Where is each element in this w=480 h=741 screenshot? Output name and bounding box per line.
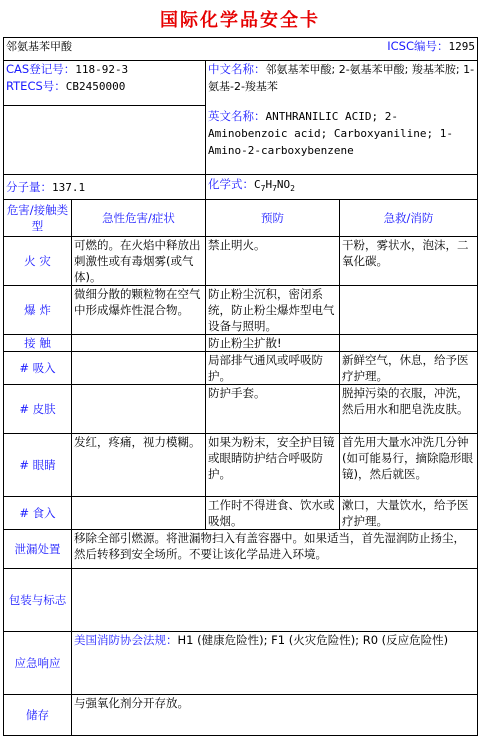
header-type: 危害/接触类型 bbox=[4, 200, 72, 237]
en-name-label: 英文名称： bbox=[208, 108, 266, 123]
header-aid: 急救/消防 bbox=[340, 200, 478, 237]
icsc-label: ICSC编号： bbox=[387, 39, 449, 53]
emergency-label: 应急响应 bbox=[4, 632, 72, 695]
chemical-formula: $C_7H_7NO_2$ bbox=[254, 178, 295, 194]
cas-label: CAS登记号： bbox=[6, 62, 76, 76]
table-row: 火 灾 可燃的。在火焰中释放出刺激性或有毒烟雾(或气体)。 禁止明火。 干粉，雾状水，泡沫，二氧化碳。 bbox=[4, 237, 478, 286]
spill-text: 移除全部引燃源。将泄漏物扫入有盖容器中。如果适当，首先湿润防止扬尘，然后转移到安全场所。不要让该化学品进入环境。 bbox=[72, 530, 478, 569]
table-row: # 眼睛 发红，疼痛，视力模糊。 如果为粉末，安全护目镜或眼睛防护结合呼吸防护。 首先用大量水冲洗几分钟(如可能易行，摘除隐形眼镜)，然后就医。 bbox=[4, 434, 478, 497]
emergency-prefix: 美国消防协会法规： bbox=[74, 633, 178, 647]
table-row: # 皮肤 防护手套。 脱掉污染的衣服，冲洗，然后用水和肥皂洗皮肤。 bbox=[4, 385, 478, 434]
en-name-value: ANTHRANILIC ACID; 2-Aminobenzoic acid; Carboxyaniline; 1-Amino-2-carboxybenzene bbox=[208, 109, 454, 157]
header-prevention: 预防 bbox=[206, 200, 340, 237]
emergency-text: H1 (健康危险性); F1 (火灾危险性); R0 (反应危险性) bbox=[177, 633, 449, 647]
safety-card-table bbox=[3, 37, 478, 736]
formula-label: 化学式： bbox=[208, 177, 254, 192]
table-row: 接 触 防止粉尘扩散! bbox=[4, 335, 478, 352]
table-row: 爆 炸 微细分散的颗粒物在空气中形成爆炸性混合物。 防止粉尘沉积，密闭系统，防止粉尘爆炸型电气设备与照明。 bbox=[4, 286, 478, 335]
cn-name-value: 邻氨基苯甲酸; 2-氨基苯甲酸; 羧基苯胺; 1-氨基-2-羧基苯 bbox=[208, 63, 475, 93]
storage-label: 储存 bbox=[4, 695, 72, 736]
spill-label: 泄漏处置 bbox=[4, 530, 72, 569]
table-row: # 食入 工作时不得进食、饮水或吸烟。 漱口，大量饮水，给予医疗护理。 bbox=[4, 497, 478, 530]
cas-number: 118-92-3 bbox=[75, 63, 129, 76]
table-row: # 吸入 局部排气通风或呼吸防护。 新鲜空气，休息，给予医疗护理。 bbox=[4, 352, 478, 385]
header-hazard: 急性危害/症状 bbox=[72, 200, 206, 237]
icsc-number: 1295 bbox=[448, 40, 476, 53]
mw-label: 分子量： bbox=[6, 179, 52, 194]
mw-value: 137.1 bbox=[52, 180, 86, 194]
packaging-label: 包装与标志 bbox=[4, 569, 72, 632]
card-title: 国际化学品安全卡 bbox=[160, 10, 320, 31]
storage-text: 与强氧化剂分开存放。 bbox=[72, 695, 478, 736]
packaging-text bbox=[72, 569, 478, 632]
rtecs-label: RTECS号： bbox=[6, 79, 66, 93]
chemical-name: 邻氨基苯甲酸 bbox=[6, 39, 72, 53]
cn-name-label: 中文名称： bbox=[208, 62, 266, 76]
rtecs-number: CB2450000 bbox=[65, 80, 126, 93]
